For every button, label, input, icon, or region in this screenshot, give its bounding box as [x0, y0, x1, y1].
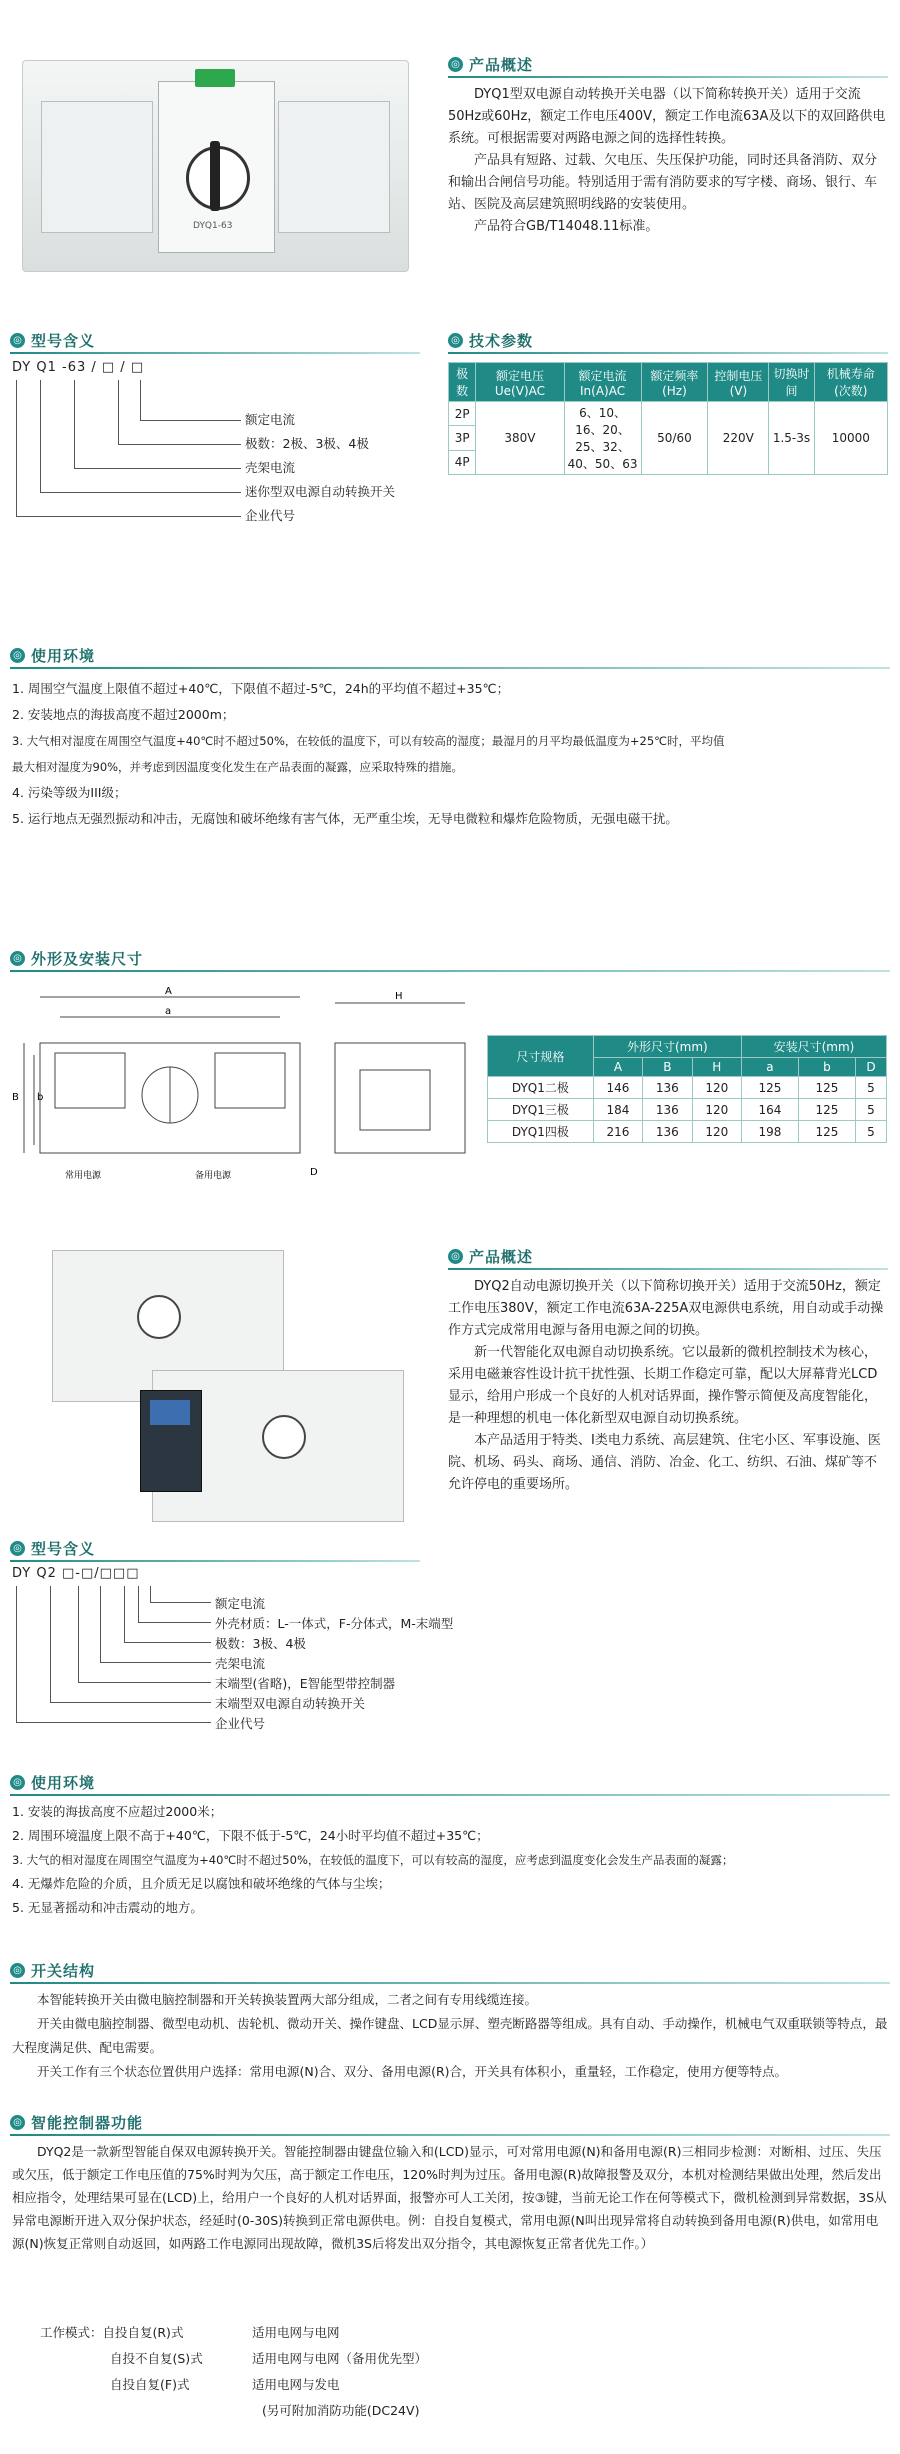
dim-col: D [855, 1058, 886, 1077]
env-item: 1. 周围空气温度上限值不超过+40℃，下限值不超过-5℃，24h的平均值不超过+35℃； [12, 681, 510, 696]
tech-cell: 2P [449, 402, 476, 426]
model-item: 迷你型双电源自动转换开关 [245, 484, 396, 499]
s2-env-heading [10, 1772, 95, 1792]
section-icon: ◎ [10, 1775, 25, 1790]
model-item: 额定电流 [245, 412, 296, 427]
paragraph: 新一代智能化双电源自动切换系统。它以最新的微机控制技术为核心，采用电磁兼容性设计抗干扰性强、长期工作稳定可靠，配以大屏幕背光LCD显示，给用户形成一个良好的人机对话界面，操作警示简便及高度智能化，是一种理想的机电一体化新型双电源自动切换系统。 [448, 1345, 878, 1426]
divider [448, 1268, 888, 1270]
tech-cell: 1.5-3s [769, 402, 814, 475]
dyq2-product-photo [22, 1245, 422, 1530]
divider [10, 1982, 890, 1984]
tech-cell: 50/60 [641, 402, 708, 475]
label-standby: 备用电源 [195, 1171, 232, 1181]
lcd-screen [150, 1400, 190, 1425]
dim-table [487, 1035, 887, 1143]
divider [10, 1560, 420, 1562]
label-H: H [395, 991, 403, 1002]
paragraph: 开关由微电脑控制器、微型电动机、齿轮机、微动开关、操作键盘、LCD显示屏、塑壳断路器等组成。具有自动、手动操作，机械电气双重联锁等特点，最大程度满足供、配电需要。 [12, 2016, 888, 2055]
divider [10, 970, 890, 972]
paragraph: DYQ1型双电源自动转换开关电器（以下简称转换开关）适用于交流50Hz或60Hz，额定工作电压400V，额定工作电流63A及以下的双回路供电系统。可根据需要对两路电源之间的选择性转换。 [448, 87, 886, 146]
s2-overview-title: 产品概述 [469, 1247, 534, 1266]
dim-cell: DYQ1三极 [488, 1099, 594, 1121]
s1-env-list [12, 676, 892, 832]
dyq1-product-photo [22, 60, 409, 272]
label-common: 常用电源 [65, 1171, 102, 1181]
s2-env-list [12, 1800, 892, 1920]
divider [10, 2134, 890, 2136]
device-label: DYQ1-63 [193, 221, 233, 231]
s1-env-heading [10, 645, 95, 665]
switch-body-left [41, 101, 153, 233]
tree-line [16, 380, 241, 517]
tech-cell: 3P [449, 426, 476, 450]
mode-desc: 适用电网与发电 [252, 2377, 340, 2392]
tech-cell: 4P [449, 450, 476, 474]
s1-tech-heading [448, 330, 533, 350]
dim-cell: 5 [855, 1077, 886, 1099]
breaker-left [55, 1053, 125, 1108]
model-item: 末端型双电源自动转换开关 [215, 1696, 366, 1711]
tech-cell: 6、10、16、20、25、32、40、50、63 [564, 402, 641, 475]
label-a: a [165, 1006, 172, 1017]
section-icon: ◎ [10, 951, 25, 966]
section-icon: ◎ [10, 333, 25, 348]
mode-desc: 适用电网与电网 [252, 2325, 340, 2340]
s1-overview-heading [448, 54, 533, 74]
divider [10, 667, 890, 669]
dim-cell: DYQ1四极 [488, 1121, 594, 1143]
model-item: 壳架电流 [245, 460, 296, 475]
s2-overview-heading [448, 1246, 533, 1266]
s2-model-heading [10, 1538, 95, 1558]
s2-model-code: DY Q2 □-□/□□□ [12, 1566, 140, 1581]
env-item: 5. 无显著摇动和冲击震动的地方。 [12, 1900, 203, 1915]
env-item: 3. 大气的相对湿度在周围空气温度为+40℃时不超过50%，在较低的温度下，可以有较高的湿度，应考虑到温度变化会发生产品表面的凝露； [12, 1853, 734, 1867]
tech-cell: 380V [476, 402, 564, 475]
paragraph: DYQ2是一款新型智能自保双电源转换开关。智能控制器由键盘位输入和(LCD)显示，可对常用电源(N)和备用电源(R)三相同步检测：对断相、过压、失压或欠压，低于额定工作电压值的75%时判为欠压，高于额定工作电压，120%时判为过压。备用电源(R)故障报警及双分，本机对检测结果做出处理，然后发出相应指令，处理结果可显在(LCD)上，给用户一个良好的人机对话界面，报警亦可人工关闭，按③键，当前无论工作在何等模式下，微机检测到异常数据，3S从异常电源断开进入双分保护状态，经延时(0-30S)转换到正常电源供电。例：自投自复模式，常用电源(N叫出现异常将自动转换到备用电源(R)供电，如常用电源(N)恢复正常则自动返回，如两路工作电源同出现故障，微机3S后将发出双分指令，其电源恢复正常者优先工作。） [12, 2144, 887, 2251]
paragraph: 本产品适用于特类、I类电力系统、高层建筑、住宅小区、军事设施、医院、机场、码头、商场、通信、消防、冶金、化工、纺织、石油、煤矿等不允许停电的重要场所。 [448, 1433, 881, 1492]
mode-label: 自投不自复(S)式 [110, 2351, 203, 2366]
s1-model-heading [10, 330, 95, 350]
dim-cell: 5 [855, 1121, 886, 1143]
tech-cell: 10000 [814, 402, 887, 475]
dim-cell: 184 [593, 1099, 642, 1121]
dim-header: 安装尺寸(mm) [741, 1036, 886, 1058]
dim-cell: 120 [692, 1121, 741, 1143]
paragraph: DYQ2自动电源切换开关（以下简称切换开关）适用于交流50Hz，额定工作电压380V，额定工作电流63A-225A双电源供电系统，用自动或手动操作方式完成常用电源与备用电源之间的切换。 [448, 1279, 884, 1338]
mode-note: (另可附加消防功能(DC24V) [262, 2403, 420, 2418]
model-item: 极数：2极、3极、4极 [245, 436, 369, 451]
divider [448, 76, 888, 78]
model-item: 外壳材质：L-一体式，F-分体式，M-末端型 [215, 1616, 454, 1631]
dim-cell: 125 [741, 1077, 798, 1099]
divider [10, 352, 420, 354]
s1-overview-title: 产品概述 [469, 55, 534, 74]
s1-model-code: DY Q1 -63 / □ / □ [12, 360, 145, 375]
tech-header: 切换时间 [769, 363, 814, 402]
tech-header: 额定电流 In(A)AC [564, 363, 641, 402]
dim-header: 尺寸规格 [488, 1036, 594, 1077]
dim-cell: 198 [741, 1121, 798, 1143]
dim-cell: 136 [643, 1121, 692, 1143]
s2-ctrl-heading [10, 2112, 143, 2132]
s1-dim-title: 外形及安装尺寸 [31, 949, 144, 968]
green-terminal [195, 69, 235, 87]
s1-env-title: 使用环境 [31, 646, 96, 665]
s1-model-title: 型号含义 [31, 331, 96, 350]
section-icon: ◎ [10, 1963, 25, 1978]
model-item: 壳架电流 [215, 1656, 266, 1671]
tech-table [448, 362, 888, 475]
mode-list [40, 2320, 540, 2424]
section-icon: ◎ [10, 1541, 25, 1556]
model-item: 极数：3极、4极 [215, 1636, 306, 1651]
model-item: 企业代号 [215, 1716, 266, 1731]
knob-back [137, 1295, 181, 1339]
side-outline [335, 1043, 465, 1153]
label-A: A [165, 986, 172, 997]
switch-body-right [278, 101, 390, 233]
section-icon: ◎ [448, 1249, 463, 1264]
dim-col: b [798, 1058, 855, 1077]
mode-label: 自投自复(F)式 [110, 2377, 190, 2392]
dim-header: 外形尺寸(mm) [593, 1036, 741, 1058]
tech-header: 额定电压 Ue(V)AC [476, 363, 564, 402]
model-item: 企业代号 [245, 508, 296, 523]
dim-cell: 216 [593, 1121, 642, 1143]
divider [10, 1794, 890, 1796]
section-icon: ◎ [10, 2115, 25, 2130]
knob-front [262, 1415, 306, 1459]
dim-cell: 120 [692, 1077, 741, 1099]
env-item: 3. 大气相对湿度在周围空气温度+40℃时不超过50%，在较低的温度下，可以有较高的湿度；最湿月的月平均最低温度为+25℃时，平均值 [12, 734, 725, 748]
label-b: b [37, 1092, 44, 1103]
mode-label: 工作模式：自投自复(R)式 [40, 2325, 184, 2340]
paragraph: 产品符合GB/T14048.11标准。 [474, 219, 659, 234]
dim-cell: 125 [798, 1099, 855, 1121]
dim-col: A [593, 1058, 642, 1077]
tech-header: 控制电压 (V) [708, 363, 769, 402]
s2-overview-text [448, 1276, 888, 1496]
mode-desc: 适用电网与电网（备用优先型） [252, 2351, 428, 2366]
dim-cell: 136 [643, 1077, 692, 1099]
s2-struct-title: 开关结构 [31, 1961, 96, 1980]
s1-tech-title: 技术参数 [469, 331, 534, 350]
tree-line [16, 1586, 211, 1723]
dim-cell: 164 [741, 1099, 798, 1121]
s1-dim-heading [10, 948, 143, 968]
s2-ctrl-title: 智能控制器功能 [31, 2113, 144, 2132]
tech-cell: 220V [708, 402, 769, 475]
env-item: 4. 无爆炸危险的介质，且介质无足以腐蚀和破坏绝缘的气体与尘埃； [12, 1876, 391, 1891]
dim-cell: 146 [593, 1077, 642, 1099]
s2-model-title: 型号含义 [31, 1539, 96, 1558]
dim-cell: 125 [798, 1121, 855, 1143]
section-icon: ◎ [448, 57, 463, 72]
env-item: 4. 污染等级为III级； [12, 785, 127, 800]
env-item: 最大相对湿度为90%，并考虑到因温度变化发生在产品表面的凝露，应采取特殊的措施。 [12, 760, 464, 774]
model-item: 末端型(省略)，E智能型带控制器 [215, 1676, 396, 1691]
tech-header: 机械寿命 (次数) [814, 363, 887, 402]
env-item: 1. 安装的海拔高度不应超过2000米； [12, 1804, 223, 1819]
label-D: D [310, 1167, 318, 1178]
dim-cell: DYQ1二极 [488, 1077, 594, 1099]
paragraph: 本智能转换开关由微电脑控制器和开关转换装置两大部分组成，二者之间有专用线缆连接。 [37, 1992, 538, 2007]
s2-struct-text [12, 1988, 888, 2084]
env-item: 2. 安装地点的海拔高度不超过2000m； [12, 707, 235, 722]
dim-drawing [10, 985, 480, 1190]
s2-ctrl-text [12, 2140, 888, 2255]
env-item: 5. 运行地点无强烈振动和冲击，无腐蚀和破坏绝缘有害气体，无严重尘埃，无导电微粒和爆炸危险物质，无强电磁干扰。 [12, 811, 678, 826]
dim-cell: 120 [692, 1099, 741, 1121]
dim-col: B [643, 1058, 692, 1077]
paragraph: 产品具有短路、过载、欠电压、失压保护功能，同时还具备消防、双分和输出合闸信号功能。特别适用于需有消防要求的写字楼、商场、银行、车站、医院及高层建筑照明线路的安装使用。 [448, 153, 878, 212]
s2-env-title: 使用环境 [31, 1773, 96, 1792]
s2-struct-heading [10, 1960, 95, 1980]
breaker-right [215, 1053, 285, 1108]
dim-cell: 5 [855, 1099, 886, 1121]
section-icon: ◎ [448, 333, 463, 348]
dim-cell: 136 [643, 1099, 692, 1121]
tech-header: 极数 [449, 363, 476, 402]
divider [448, 352, 888, 354]
s1-overview-text [448, 84, 888, 238]
dim-col: H [692, 1058, 741, 1077]
dim-cell: 125 [798, 1077, 855, 1099]
dim-col: a [741, 1058, 798, 1077]
env-item: 2. 周围环境温度上限不高于+40℃，下限不低于-5℃，24小时平均值不超过+35℃； [12, 1828, 489, 1843]
model-item: 额定电流 [215, 1596, 266, 1611]
label-B: B [12, 1092, 19, 1103]
paragraph: 开关工作有三个状态位置供用户选择：常用电源(N)合、双分、备用电源(R)合，开关具有体积小，重量轻，工作稳定，使用方便等特点。 [37, 2064, 788, 2079]
section-icon: ◎ [10, 648, 25, 663]
handle-bar [210, 141, 220, 211]
tech-header: 额定频率 (Hz) [641, 363, 708, 402]
